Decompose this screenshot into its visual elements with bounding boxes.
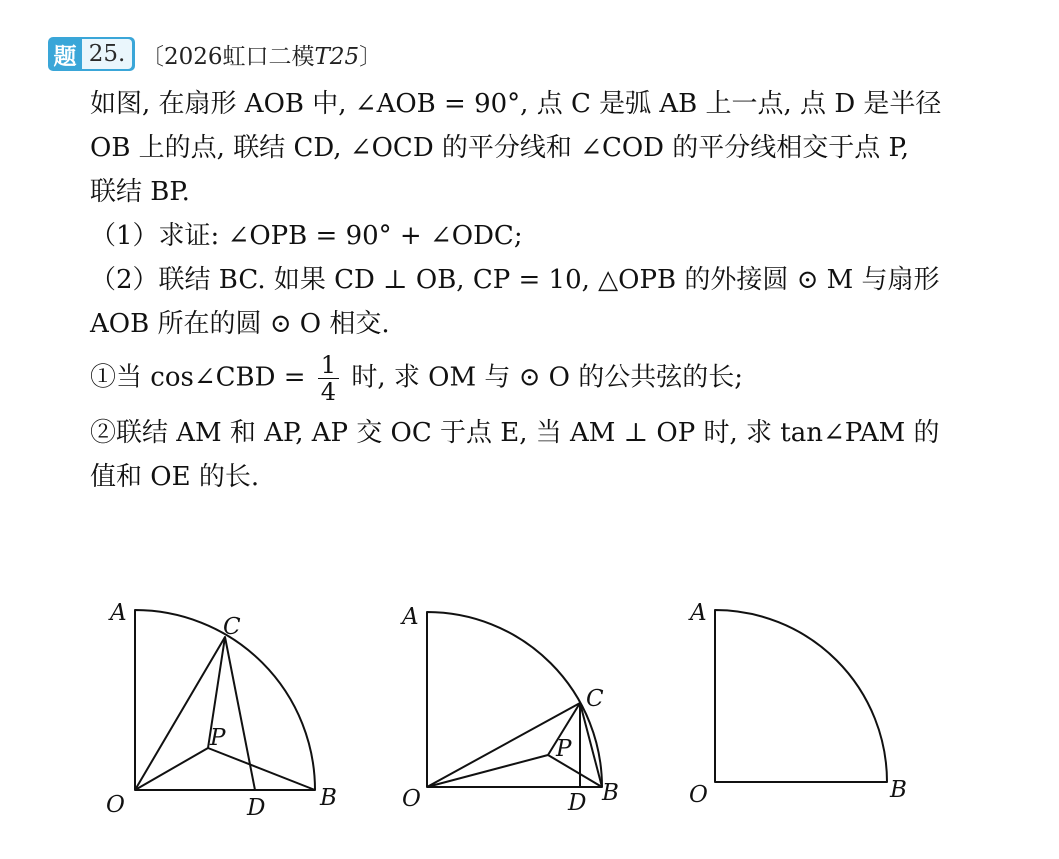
label-A: A bbox=[690, 600, 707, 626]
question-2: （2）联结 BC. 如果 CD ⊥ OB, CP = 10, △OPB 的外接圆 ⊙ M 与扇形 bbox=[90, 265, 940, 295]
label-O: O bbox=[106, 792, 125, 818]
sector-outline bbox=[427, 612, 602, 787]
label-B: B bbox=[602, 780, 619, 806]
label-D: D bbox=[247, 795, 266, 821]
source-suffix: 〕 bbox=[359, 43, 383, 70]
sub-question-2-cont: 值和 OE 的长. bbox=[90, 462, 260, 492]
segment-PB bbox=[208, 748, 315, 790]
problem-number: 25. bbox=[82, 39, 132, 69]
label-O: O bbox=[402, 786, 421, 812]
label-P: P bbox=[210, 725, 226, 751]
label-B: B bbox=[320, 785, 337, 811]
sub-question-2: ②联结 AM 和 AP, AP 交 OC 于点 E, 当 AM ⊥ OP 时, 求 tan∠PAM 的 bbox=[90, 418, 940, 448]
problem-line: 如图, 在扇形 AOB 中, ∠AOB = 90°, 点 C 是弧 AB 上一点, 点 D 是半径 bbox=[90, 89, 942, 119]
label-A: A bbox=[402, 604, 419, 630]
problem-line: 联结 BP. bbox=[90, 177, 190, 207]
label-D: D bbox=[568, 790, 587, 816]
segment-OCD bbox=[135, 637, 255, 790]
label-C: C bbox=[586, 686, 604, 712]
badge-label: 题 bbox=[53, 43, 77, 70]
label-C: C bbox=[223, 614, 241, 640]
label-A: A bbox=[110, 600, 127, 626]
sector-outline bbox=[715, 610, 887, 782]
label-O: O bbox=[689, 782, 708, 808]
source-prefix: 〔2026虹口二模 bbox=[141, 43, 315, 70]
label-P: P bbox=[556, 736, 572, 762]
sub1-after: 时, 求 OM 与 ⊙ O 的公共弦的长; bbox=[351, 362, 743, 393]
figure-3 bbox=[715, 610, 887, 782]
fraction-numerator: 1 bbox=[318, 352, 339, 379]
segment-CB bbox=[580, 703, 602, 787]
figure-2 bbox=[427, 612, 602, 787]
problem-line: OB 上的点, 联结 CD, ∠OCD 的平分线和 ∠COD 的平分线相交于点 P, bbox=[90, 133, 910, 163]
sub1-before: ①当 cos∠CBD = bbox=[90, 362, 306, 393]
source-tag: T25 bbox=[314, 43, 360, 70]
question-1: （1）求证: ∠OPB = 90° + ∠ODC; bbox=[90, 221, 523, 251]
label-B: B bbox=[890, 777, 907, 803]
question-2-cont: AOB 所在的圆 ⊙ O 相交. bbox=[90, 309, 390, 339]
fraction-denominator: 4 bbox=[320, 378, 337, 406]
